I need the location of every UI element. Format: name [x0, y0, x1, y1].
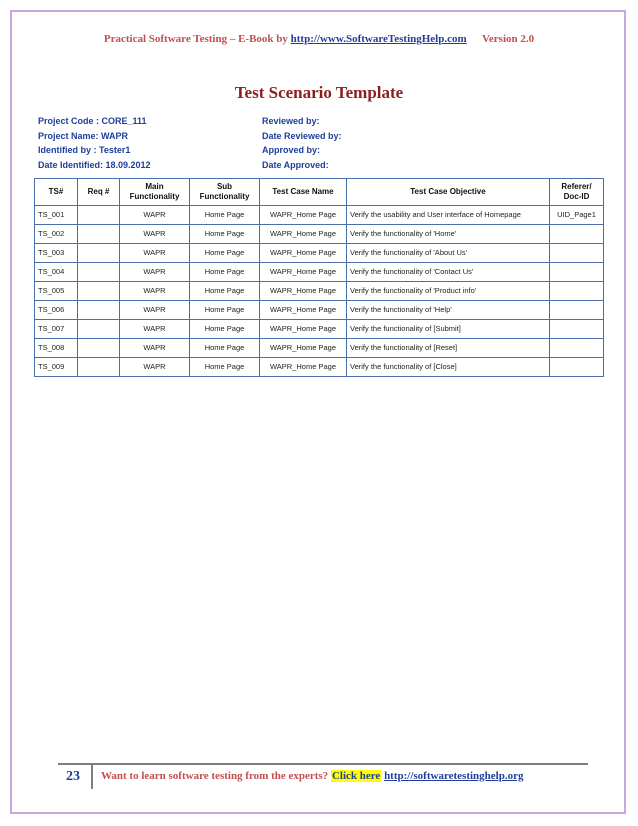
- cell-req: [78, 206, 120, 225]
- cell-objective: Verify the functionality of 'About Us': [347, 244, 550, 263]
- cell-objective: Verify the functionality of 'Home': [347, 225, 550, 244]
- cell-sub: Home Page: [190, 358, 260, 377]
- table-header-row: [35, 179, 604, 206]
- cell-name: WAPR_Home Page: [260, 225, 347, 244]
- cell-name: WAPR_Home Page: [260, 263, 347, 282]
- col-header-referer-doc-id: Referer/ Doc-ID: [550, 179, 604, 206]
- footer-rule: [58, 763, 588, 765]
- cell-name: WAPR_Home Page: [260, 301, 347, 320]
- footer-promo: [101, 769, 524, 783]
- table-row: [35, 320, 604, 339]
- cell-ts: TS_008: [35, 339, 78, 358]
- cell-main: WAPR: [120, 339, 190, 358]
- cell-objective: Verify the functionality of 'Contact Us': [347, 263, 550, 282]
- cell-ts: TS_001: [35, 206, 78, 225]
- identified-by: Identified by : Tester1: [38, 145, 131, 155]
- cell-req: [78, 301, 120, 320]
- table-row: [35, 358, 604, 377]
- test-scenario-table: [34, 178, 604, 377]
- table-row: [35, 225, 604, 244]
- col-header-main-functionality: Main Functionality: [120, 179, 190, 206]
- cell-doc-id: [550, 282, 604, 301]
- cell-name: WAPR_Home Page: [260, 339, 347, 358]
- cell-name: WAPR_Home Page: [260, 206, 347, 225]
- cell-sub: Home Page: [190, 206, 260, 225]
- project-name: Project Name: WAPR: [38, 130, 129, 141]
- cell-main: WAPR: [120, 244, 190, 263]
- header-title: Practical Software Testing – E-Book by: [103, 33, 288, 45]
- cell-ts: TS_003: [35, 244, 78, 263]
- cell-objective: Verify the functionality of [Close]: [347, 358, 550, 377]
- cell-doc-id: [550, 320, 604, 339]
- click-here-link[interactable]: Click here: [331, 770, 381, 782]
- cell-main: WAPR: [120, 282, 190, 301]
- date-approved: Date Approved:: [262, 159, 329, 170]
- col-header-sub-functionality: Sub Functionality: [190, 179, 260, 206]
- table-row: [35, 244, 604, 263]
- date-identified: Date Identified: 18.09.2012: [38, 159, 151, 170]
- table-row: [35, 206, 604, 225]
- cell-ts: TS_009: [35, 358, 78, 377]
- cell-main: WAPR: [120, 263, 190, 282]
- footer-link[interactable]: http://softwaretestinghelp.org: [384, 770, 524, 782]
- col-header-test-case-name: Test Case Name: [260, 179, 347, 206]
- cell-name: WAPR_Home Page: [260, 320, 347, 339]
- cell-objective: Verify the usability and User interface of Homepage: [347, 206, 550, 225]
- document-title: Test Scenario Template: [234, 83, 404, 102]
- page-number-divider: [91, 765, 93, 789]
- cell-req: [78, 244, 120, 263]
- cell-doc-id: [550, 225, 604, 244]
- cell-ts: TS_004: [35, 263, 78, 282]
- cell-objective: Verify the functionality of [Reset]: [347, 339, 550, 358]
- cell-ts: TS_006: [35, 301, 78, 320]
- cell-doc-id: [550, 244, 604, 263]
- header-link[interactable]: http://www.SoftwareTestingHelp.com: [290, 33, 467, 45]
- cell-main: WAPR: [120, 206, 190, 225]
- table-row: [35, 301, 604, 320]
- cell-name: WAPR_Home Page: [260, 358, 347, 377]
- date-reviewed-by: Date Reviewed by:: [262, 130, 342, 141]
- reviewed-by: Reviewed by:: [262, 116, 320, 126]
- col-header-ts: TS#: [35, 179, 78, 206]
- cell-doc-id: [550, 263, 604, 282]
- cell-ts: TS_002: [35, 225, 78, 244]
- cell-main: WAPR: [120, 358, 190, 377]
- cell-req: [78, 320, 120, 339]
- cell-objective: Verify the functionality of 'Product info': [347, 282, 550, 301]
- cell-name: WAPR_Home Page: [260, 244, 347, 263]
- cell-req: [78, 225, 120, 244]
- table-row: [35, 282, 604, 301]
- cell-req: [78, 358, 120, 377]
- cell-doc-id: UID_Page1: [550, 206, 604, 225]
- col-header-req: Req #: [78, 179, 120, 206]
- cell-objective: Verify the functionality of 'Help': [347, 301, 550, 320]
- cell-sub: Home Page: [190, 263, 260, 282]
- cell-main: WAPR: [120, 320, 190, 339]
- project-info: [38, 114, 151, 172]
- table-row: [35, 339, 604, 358]
- cell-sub: Home Page: [190, 282, 260, 301]
- project-code: Project Code : CORE_111: [38, 116, 147, 126]
- cell-doc-id: [550, 301, 604, 320]
- cell-sub: Home Page: [190, 225, 260, 244]
- cell-ts: TS_005: [35, 282, 78, 301]
- cell-main: WAPR: [120, 301, 190, 320]
- page-number: 23: [66, 769, 80, 784]
- cell-sub: Home Page: [190, 320, 260, 339]
- table-row: [35, 263, 604, 282]
- approved-by: Approved by:: [262, 145, 321, 155]
- running-header: [0, 33, 638, 45]
- cell-req: [78, 282, 120, 301]
- cell-ts: TS_007: [35, 320, 78, 339]
- cell-name: WAPR_Home Page: [260, 282, 347, 301]
- cell-sub: Home Page: [190, 244, 260, 263]
- cell-req: [78, 263, 120, 282]
- cell-main: WAPR: [120, 225, 190, 244]
- cell-sub: Home Page: [190, 339, 260, 358]
- review-info: [262, 114, 342, 172]
- cell-doc-id: [550, 358, 604, 377]
- cell-objective: Verify the functionality of [Submit]: [347, 320, 550, 339]
- cell-req: [78, 339, 120, 358]
- cell-doc-id: [550, 339, 604, 358]
- footer-promo-text: Want to learn software testing from the experts?: [101, 770, 329, 782]
- cell-sub: Home Page: [190, 301, 260, 320]
- header-version: Version 2.0: [481, 33, 535, 45]
- col-header-test-case-objective: Test Case Objective: [347, 179, 550, 206]
